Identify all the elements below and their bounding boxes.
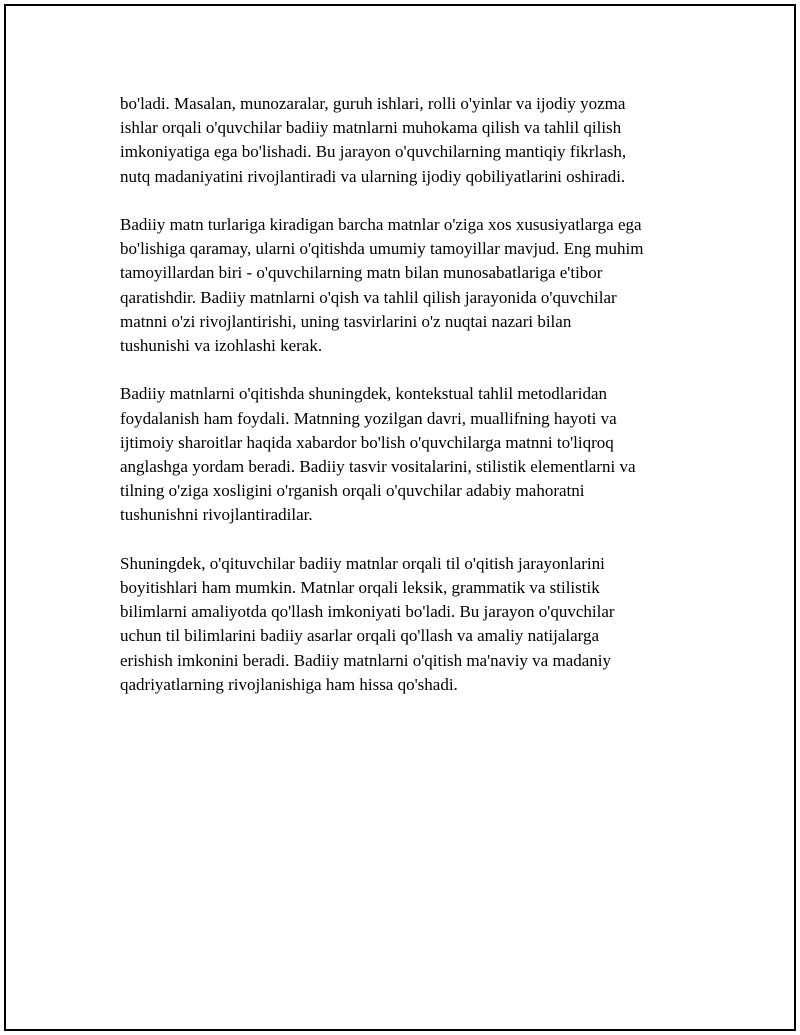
text-line: bilimlarni amaliyotda qo'llash imkoniyati bo'ladi. Bu jarayon o'quvchilar xyxy=(120,602,615,622)
text-line: bo'lishiga qaramay, ularni o'qitishda umumiy tamoyillar mavjud. Eng muhim xyxy=(120,239,644,259)
text-line: tushunishni rivojlantiradilar. xyxy=(120,505,313,525)
text-line: boyitishlari ham mumkin. Matnlar orqali leksik, grammatik va stilistik xyxy=(120,578,600,598)
text-line: bo'ladi. Masalan, munozaralar, guruh ishlari, rolli o'yinlar va ijodiy yozma xyxy=(120,94,626,113)
text-line: Badiiy matn turlariga kiradigan barcha matnlar o'ziga xos xususiyatlarga ega xyxy=(120,215,642,234)
text-line: anglashga yordam beradi. Badiiy tasvir vositalarini, stilistik elementlarni va xyxy=(120,457,636,477)
document-body xyxy=(120,92,700,721)
text-line: qaratishdir. Badiiy matnlarni o'qish va tahlil qilish jarayonida o'quvchilar xyxy=(120,287,617,307)
text-line: nutq madaniyatini rivojlantiradi va ularning ijodiy qobiliyatlarini oshiradi. xyxy=(120,166,626,186)
text-line: ishlar orqali o'quvchilar badiiy matnlarni muhokama qilish va tahlil qilish xyxy=(120,118,622,138)
text-line: tushunishi va izohlashi kerak. xyxy=(120,336,323,356)
document-page xyxy=(4,4,796,1031)
text-line: matnni o'zi rivojlantirishi, uning tasvirlarini o'z nuqtai nazari bilan xyxy=(120,311,572,331)
paragraph-3 xyxy=(120,382,700,527)
text-line: qadriyatlarning rivojlanishiga ham hissa qo'shadi. xyxy=(120,674,458,694)
paragraph-1 xyxy=(120,92,700,189)
text-line: Shuningdek, o'qituvchilar badiiy matnlar orqali til o'qitish jarayonlarini xyxy=(120,553,605,573)
paragraph-4 xyxy=(120,552,700,697)
text-line: imkoniyatiga ega bo'lishadi. Bu jarayon o'quvchilarning mantiqiy fikrlash, xyxy=(120,142,627,162)
text-line: tilning o'ziga xosligini o'rganish orqali o'quvchilar adabiy mahoratni xyxy=(120,481,585,501)
text-line: erishish imkonini beradi. Badiiy matnlarni o'qitish ma'naviy va madaniy xyxy=(120,650,612,670)
text-line: Badiiy matnlarni o'qitishda shuningdek, kontekstual tahlil metodlaridan xyxy=(120,384,608,404)
text-line: uchun til bilimlarini badiiy asarlar orqali qo'llash va amaliy natijalarga xyxy=(120,626,600,646)
text-line: ijtimoiy sharoitlar haqida xabardor bo'lish o'quvchilarga matnni to'liqroq xyxy=(120,432,614,452)
text-line: tamoyillardan biri - o'quvchilarning matn bilan munosabatlariga e'tibor xyxy=(120,263,603,283)
paragraph-2 xyxy=(120,213,700,358)
text-line: foydalanish ham foydali. Matnning yozilgan davri, muallifning hayoti va xyxy=(120,408,617,428)
